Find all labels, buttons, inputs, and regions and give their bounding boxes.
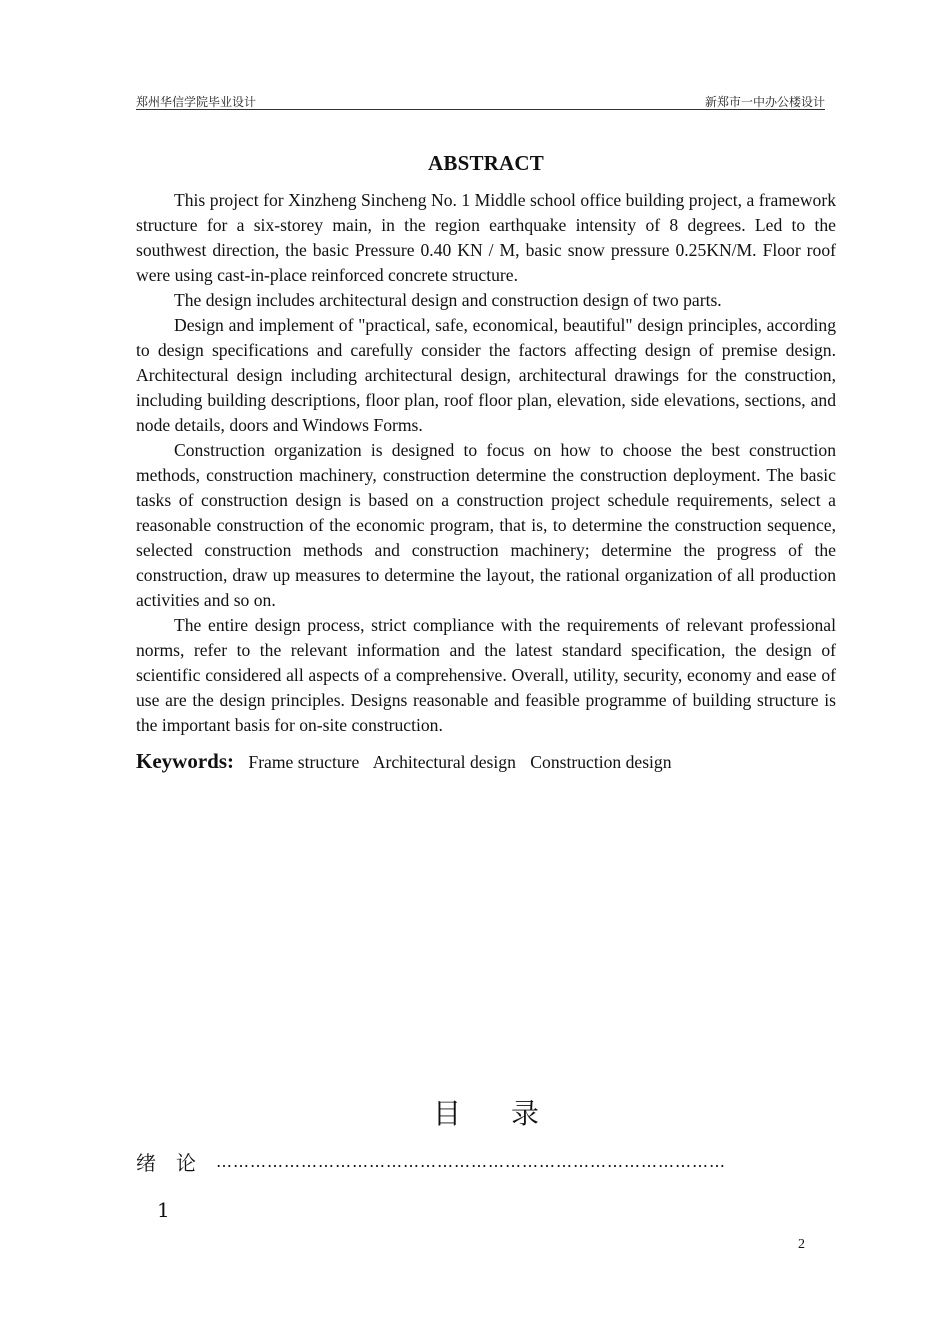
keyword-item: Architectural design <box>372 752 516 772</box>
toc-title: 目录 <box>432 1097 589 1130</box>
toc-entry-leader: ……………………………………………………………………………… <box>216 1151 726 1171</box>
abstract-paragraph: Construction organization is designed to focus on how to choose the best construction methods, construction machinery, construction determine the construction deployment. The basic tasks of construction design is based on a construction project schedule requirements, select a reasonable construction of the economic program, that is, to determine the construction sequence, selected construction methods and construction machinery; determine the progress of the construction, draw up measures to determine the layout, the rational organization of all production activities and so on. <box>136 440 836 610</box>
toc-entry-page: 1 <box>157 1198 170 1222</box>
header-school-name: 郑州华信学院毕业设计 <box>136 95 257 109</box>
toc-entry-label: 绪论 <box>136 1150 216 1175</box>
keyword-item: Construction design <box>530 752 672 772</box>
abstract-paragraph: The entire design process, strict compliance with the requirements of relevant professional norms, refer to the relevant information and the latest standard specification, the design of scientific considered all aspects of a comprehensive. Overall, utility, security, economy and ease of use are the design principles. Designs reasonable and feasible programme of building structure is the important basis for on-site construction. <box>136 615 836 735</box>
page-number: 2 <box>798 1237 805 1252</box>
page-header <box>136 92 825 110</box>
keywords-line <box>136 746 836 777</box>
keyword-item: Frame structure <box>248 752 360 772</box>
abstract-paragraph: The design includes architectural design and construction design of two parts. <box>174 290 722 310</box>
abstract-paragraph: Design and implement of "practical, safe, economical, beautiful" design principles, according to design specifications and carefully consider the factors affecting design of premise design. Architectural design including architectural design, architectural drawings for the construction, including building descriptions, floor plan, roof floor plan, elevation, side elevations, sections, and node details, doors and Windows Forms. <box>136 315 836 435</box>
abstract-title: ABSTRACT <box>428 151 544 175</box>
keywords-label: Keywords: <box>136 749 234 773</box>
abstract-paragraph: This project for Xinzheng Sincheng No. 1 Middle school office building project, a framework structure for a six-storey main, in the region earthquake intensity of 8 degrees. Led to the southwest direction, the basic Pressure 0.40 KN / M, basic snow pressure 0.25KN/M. Floor roof were using cast-in-place reinforced concrete structure. <box>136 190 836 285</box>
abstract-body <box>136 188 836 738</box>
toc-entry[interactable] <box>136 1146 836 1176</box>
header-thesis-title: 新郑市一中办公楼设计 <box>704 95 825 109</box>
